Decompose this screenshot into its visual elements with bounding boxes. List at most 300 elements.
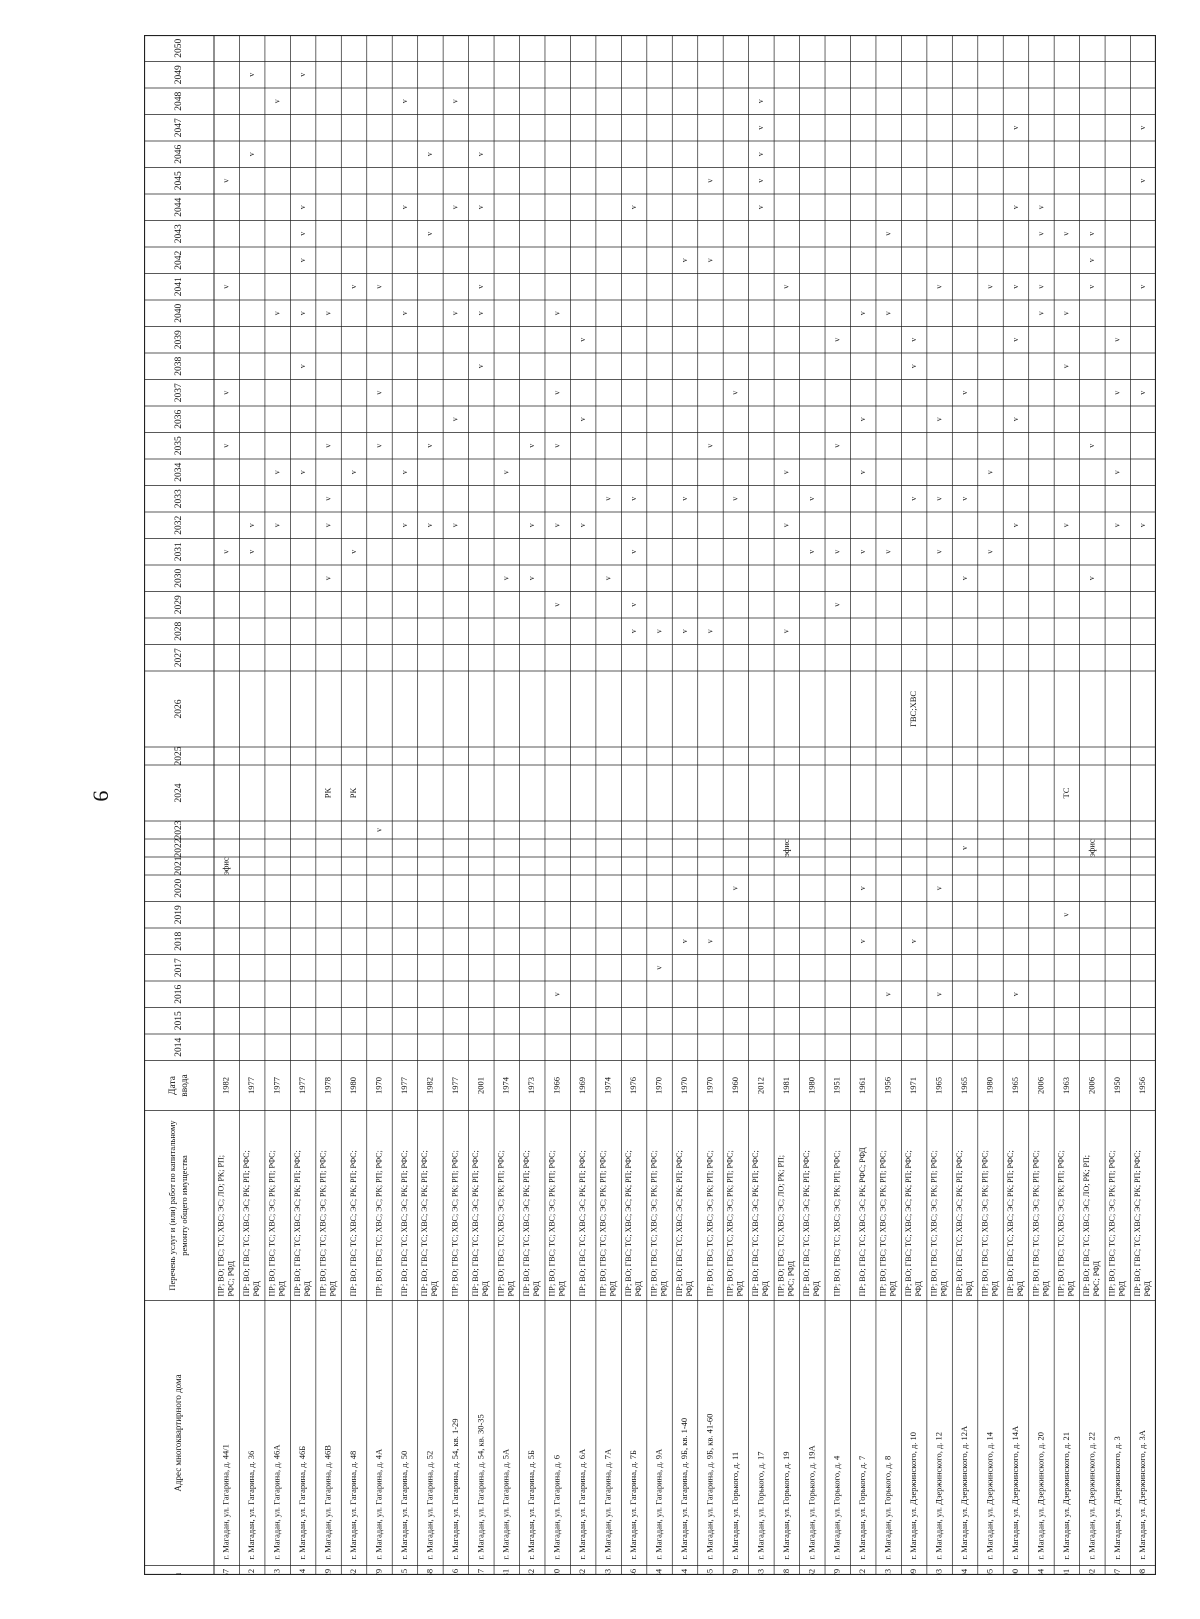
year-header-2023: 2023 [174, 820, 185, 840]
check-mark: v [1036, 231, 1046, 236]
check-mark: v [908, 496, 918, 501]
check-mark: v [272, 311, 282, 316]
row-address: г. Магадан, ул. Дзержинского, д. 12 [933, 1431, 944, 1560]
check-mark: v [552, 443, 562, 448]
row-works: ПР; ВО; ГВС; ТС; ХВС; ЭС; РК; РП; РФС; [598, 1150, 608, 1297]
table-row [1057, 232, 1076, 1575]
year-header-2030: 2030 [174, 568, 185, 588]
check-mark: v [730, 886, 740, 891]
row-id [424, 1569, 434, 1575]
row-id [934, 1569, 944, 1575]
table-row [1133, 126, 1152, 1575]
row-works: ПР; ВО; ГВС; ТС; ХВС; ЭС; РК; РП; РФС; [705, 1150, 715, 1297]
row-year: 1977 [297, 1077, 308, 1094]
row-works: РФС; РФД [786, 1260, 796, 1297]
check-mark: v [527, 523, 537, 528]
row-year: 2006 [1035, 1077, 1046, 1094]
year-header-2047: 2047 [174, 118, 185, 138]
row-address: г. Магадан, ул. Гагарина, д. 46Б [297, 1445, 308, 1560]
row-year: 1965 [959, 1077, 970, 1094]
check-mark: v [577, 523, 588, 528]
check-mark: v [1061, 311, 1071, 316]
check-mark: v [781, 523, 791, 528]
check-mark: v [450, 417, 460, 422]
row-works: ПР; ВО; ГВС; ТС; ХВС; ЭС; РК; РП; РФС; [348, 1150, 358, 1297]
row-id [603, 1569, 613, 1575]
check-mark: v [1036, 205, 1046, 210]
check-mark: v [934, 549, 944, 554]
year-header-2025: 2025 [174, 746, 185, 766]
page-number: 9 [88, 790, 114, 802]
check-mark: v [552, 602, 562, 607]
row-year: 1973 [526, 1077, 537, 1094]
check-mark: v [348, 284, 358, 289]
row-works: ПР; ВО; ГВС; ТС; ХВС; ЭС; РК; РП; РФС; [929, 1150, 939, 1297]
check-mark: v [476, 364, 486, 369]
row-works: ПР; ВО; ГВС; ТС; ХВС; ЭС; РК; РП; РФС; [725, 1150, 735, 1297]
check-mark: v [1061, 364, 1071, 369]
row-year: 1980 [806, 1077, 817, 1094]
check-mark: v [883, 992, 893, 997]
check-mark: v [527, 576, 537, 581]
row-address: г. Магадан, ул. Гагарина, д. 7А [602, 1448, 613, 1560]
check-mark: v [908, 337, 918, 342]
year-header-2039: 2039 [174, 330, 185, 350]
check-mark: v [628, 496, 638, 501]
table-row [598, 497, 617, 1575]
table-row [980, 285, 999, 1575]
year-header-2050: 2050 [174, 38, 185, 58]
row-works: РФД [812, 1281, 822, 1297]
check-mark: v [858, 939, 868, 944]
check-mark: v [399, 99, 409, 104]
row-id [1061, 1569, 1071, 1575]
row-id [246, 1569, 256, 1575]
check-mark: v [1138, 284, 1148, 289]
row-id [628, 1569, 638, 1575]
row-address: г. Магадан, ул. Гагарина, д. 54, кв. 30-35 [475, 1414, 486, 1560]
year-header-2043: 2043 [174, 224, 185, 244]
row-address: г. Магадан, ул. Гагарина, д. 4А [373, 1448, 384, 1560]
check-mark: v [705, 629, 715, 634]
check-mark: v [1112, 470, 1122, 475]
year-header-2042: 2042 [174, 250, 185, 270]
row-year: 1974 [602, 1077, 613, 1094]
check-mark: v [1112, 523, 1122, 528]
year-header-2040: 2040 [174, 303, 185, 323]
row-id [730, 1569, 740, 1575]
check-mark: v [934, 992, 944, 997]
row-address: г. Магадан, ул. Дзержинского, д. 14А [1009, 1425, 1020, 1560]
check-mark: v [1061, 231, 1071, 236]
table-row [1082, 232, 1101, 1575]
check-mark: v [552, 390, 562, 395]
check-mark: v [476, 152, 486, 157]
check-mark: v [221, 284, 231, 289]
work-note: эфис [220, 857, 231, 875]
check-mark: v [399, 470, 409, 475]
check-mark: v [934, 284, 944, 289]
check-mark: v [374, 443, 384, 448]
check-mark: v [247, 72, 257, 77]
row-id [1086, 1569, 1096, 1575]
row-year: 1970 [704, 1077, 715, 1094]
row-id [552, 1569, 562, 1575]
schedule-grid [144, 35, 1156, 1575]
check-mark: v [247, 152, 257, 157]
check-mark: v [297, 470, 307, 475]
check-mark: v [883, 231, 893, 236]
row-id [1112, 1569, 1122, 1575]
table-row [904, 338, 923, 1575]
table-row [497, 470, 516, 1575]
row-works: ПР; ВО; ГВС; ТС; ХВС; ЭС; РК; РП; РФС; [267, 1150, 277, 1297]
check-mark: v [832, 602, 842, 607]
year-header-2015: 2015 [174, 1011, 185, 1031]
row-works: ПР; ВО; ГВС; ТС; ХВС; ЭС; РК; РФС; РФД [858, 1147, 868, 1297]
check-mark: v [934, 417, 944, 422]
check-mark: v [603, 496, 613, 501]
row-year: 1965 [933, 1077, 944, 1094]
work-note: эфис [780, 839, 791, 857]
check-mark: v [221, 390, 231, 395]
check-mark: v [756, 152, 766, 157]
row-address: г. Магадан, ул. Дзержинского, д. 14 [984, 1431, 995, 1560]
row-works: ПР; ВО; ГВС; ТС; ХВС; ЭС; РК; РП; РФС; [980, 1150, 990, 1297]
check-mark: v [705, 178, 715, 183]
check-mark: v [705, 939, 715, 944]
work-note: эфис [1086, 839, 1097, 857]
check-mark: v [221, 549, 231, 554]
row-works: ПР; ВО; ГВС; ТС; ХВС; ЭС; РК; РП; РФС; [878, 1150, 888, 1297]
row-id [399, 1569, 409, 1575]
row-year: 1961 [857, 1077, 868, 1094]
row-address: г. Магадан, ул. Горького, д. 11 [729, 1451, 740, 1560]
works-header: ремонту общего имущества [178, 1155, 189, 1256]
row-works: РФД [608, 1281, 618, 1297]
row-address: г. Магадан, ул. Гагарина, д. 5Б [526, 1450, 537, 1560]
check-mark: v [527, 443, 537, 448]
check-mark: v [832, 549, 842, 554]
row-works: РФД [481, 1281, 491, 1297]
row-works: РФД [328, 1281, 338, 1297]
row-works: РФД [1015, 1281, 1025, 1297]
row-works: ПР; ВО; ГВС; ТС; ХВС; ЭС; РК; РП; РФС; [471, 1150, 481, 1297]
check-mark: v [425, 523, 435, 528]
check-mark: v [501, 470, 511, 475]
check-mark: v [221, 443, 231, 448]
row-id [704, 1569, 714, 1575]
row-address: г. Магадан, ул. Гагарина, д. 46В [322, 1445, 333, 1560]
check-mark: v [1112, 390, 1122, 395]
table-row [832, 338, 842, 1575]
table-row [399, 99, 409, 1575]
table-row [242, 73, 261, 1575]
row-address: г. Магадан, ул. Дзержинского, д. 3 [1111, 1436, 1122, 1560]
row-works: ПР; ВО; ГВС; ТС; ХВС; ЭС; РК; РП; РФС; [496, 1150, 506, 1297]
work-note: РК [347, 787, 358, 799]
year-header-2045: 2045 [174, 171, 185, 191]
check-mark: v [1138, 125, 1148, 130]
check-mark: v [247, 549, 257, 554]
row-id [781, 1569, 791, 1575]
row-works: РФД [1041, 1281, 1051, 1297]
row-id [577, 1569, 587, 1575]
row-works: ПР; ВО; ГВС; ТС; ХВС; ЭС; РК; РП; РФС; [420, 1150, 430, 1297]
check-mark: v [807, 496, 817, 501]
row-works: ПР; ВО; ГВС; ТС; ХВС; ЭС; РК; РП; РФС; [374, 1150, 384, 1297]
row-works: РФД [532, 1281, 542, 1297]
check-mark: v [221, 178, 231, 183]
capital-repair-schedule-table [144, 35, 1156, 1580]
check-mark: v [679, 258, 689, 263]
check-mark: v [1138, 390, 1148, 395]
check-mark: v [858, 886, 868, 891]
row-works: ПР; ВО; ГВС; ТС; ХВС; ЭС; ЛО; РК; РП; [216, 1155, 226, 1297]
row-works: РФД [1066, 1281, 1076, 1297]
year-header-2035: 2035 [174, 436, 185, 456]
check-mark: v [348, 470, 358, 475]
check-mark: v [603, 576, 613, 581]
row-works: РФД [633, 1281, 643, 1297]
check-mark: v [425, 231, 435, 236]
check-mark: v [959, 846, 969, 850]
row-year: 2012 [755, 1077, 766, 1094]
row-year: 1956 [882, 1077, 893, 1094]
check-mark: v [883, 311, 893, 316]
check-mark: v [705, 443, 715, 448]
check-mark: v [399, 523, 409, 528]
year-header-2034: 2034 [174, 462, 185, 482]
table-row [522, 444, 541, 1575]
row-id [1010, 1569, 1020, 1575]
table-row [577, 338, 587, 1575]
row-works: ПР; ВО; ГВС; ТС; ХВС; ЭС; РК; РП; РФС; [292, 1150, 302, 1297]
row-id [959, 1568, 969, 1575]
check-mark: v [552, 992, 562, 997]
check-mark: v [297, 205, 307, 210]
year-header-2036: 2036 [174, 409, 185, 429]
row-address: г. Магадан, ул. Дзержинского, д. 22 [1086, 1431, 1097, 1560]
row-year: 1977 [271, 1077, 282, 1094]
row-year: 2001 [475, 1077, 486, 1094]
table-row [267, 99, 286, 1575]
year-header-2044: 2044 [174, 197, 185, 217]
table-border [145, 36, 1156, 1575]
row-works: РФД [430, 1281, 440, 1297]
check-mark: v [628, 629, 638, 634]
row-works: ПР; ВО; ГВС; ТС; ХВС; ЭС; РК; РП; РФС; [1005, 1150, 1015, 1297]
work-note: ТС [1060, 787, 1071, 799]
year-header-2041: 2041 [174, 277, 185, 297]
check-mark: v [247, 523, 257, 528]
check-mark: v [297, 72, 307, 77]
check-mark: v [883, 549, 893, 554]
row-address: г. Магадан, ул. Горького, д. 17 [755, 1451, 766, 1560]
row-year: 1980 [984, 1077, 995, 1094]
check-mark: v [730, 496, 740, 501]
row-address: г. Магадан, ул. Дзержинского, д. 3А [1137, 1430, 1148, 1560]
row-works: РФД [761, 1281, 771, 1297]
check-mark: v [1087, 258, 1097, 263]
check-mark: v [1087, 284, 1097, 289]
year-header-2031: 2031 [174, 542, 185, 562]
check-mark: v [297, 258, 307, 263]
row-works: РФД [990, 1281, 1000, 1297]
check-mark: v [297, 311, 307, 316]
check-mark: v [756, 178, 766, 183]
check-mark: v [450, 523, 460, 528]
row-year: 1978 [322, 1077, 333, 1094]
work-note: ГВС;ХВС [908, 690, 919, 728]
row-works: ПР; ВО; ГВС; ТС; ХВС; ЭС; РК; РП; РФС; [674, 1150, 684, 1297]
row-works: ПР; ВО; ГВС; ТС; ХВС; ЭС; РК; РП; РФС; [577, 1150, 588, 1297]
row-works: РФД [1117, 1281, 1127, 1297]
row-address: г. Магадан, ул. Гагарина, д. 46А [271, 1444, 282, 1560]
table-row [348, 285, 358, 1575]
check-mark: v [1087, 576, 1097, 581]
check-mark: v [781, 470, 791, 475]
num-header [173, 1573, 183, 1575]
row-works: ПР; ВО; ГВС; ТС; ХВС; ЭС; РК; РП; РФС; [623, 1150, 633, 1297]
table-row [548, 311, 567, 1575]
row-works: ПР; ВО; ГВС; ТС; ХВС; ЭС; РК; РП; РФС; [547, 1150, 557, 1297]
check-mark: v [297, 364, 307, 369]
row-works: ПР; ВО; ГВС; ТС; ХВС; ЭС; РК; РП; РФС; [1031, 1150, 1041, 1297]
table-row [373, 285, 383, 1575]
year-header-2017: 2017 [174, 958, 185, 978]
table-row [420, 152, 439, 1575]
row-id [806, 1569, 816, 1575]
check-mark: v [628, 205, 638, 210]
row-works: ПР; ВО; ГВС; ТС; ХВС; ЭС; РК; РП; РФС; [802, 1150, 812, 1297]
check-mark: v [1010, 992, 1020, 997]
row-id [348, 1569, 358, 1575]
check-mark: v [832, 443, 842, 448]
row-id [501, 1569, 511, 1575]
check-mark: v [1036, 284, 1046, 289]
row-year: 1969 [577, 1077, 588, 1094]
check-mark: v [297, 231, 307, 236]
table-row [704, 179, 714, 1575]
row-address: г. Магадан, ул. Дзержинского, д. 21 [1060, 1431, 1071, 1560]
row-works: ПР; ВО; ГВС; ТС; ХВС; ЭС; РК; РП; РФС; [522, 1150, 532, 1297]
row-id [1035, 1568, 1045, 1575]
row-address: г. Магадан, ул. Гагарина, д. 54, кв. 1-29 [449, 1418, 460, 1560]
year-header-2024: 2024 [174, 783, 185, 803]
row-works: РФД [684, 1281, 694, 1297]
row-id [272, 1569, 282, 1575]
check-mark: v [908, 939, 918, 944]
check-mark: v [1138, 523, 1148, 528]
table-row [955, 391, 974, 1575]
year-header-2028: 2028 [174, 621, 185, 641]
check-mark: v [628, 549, 638, 554]
check-mark: v [1087, 443, 1097, 448]
check-mark: v [908, 364, 918, 369]
date-header: Дата [168, 1076, 179, 1095]
check-mark: v [858, 549, 868, 554]
check-mark: v [323, 311, 333, 316]
check-mark: v [959, 496, 969, 501]
check-mark: v [985, 549, 995, 554]
check-mark: v [323, 443, 333, 448]
check-mark: v [934, 886, 944, 891]
row-works: РФС; РФД [226, 1260, 236, 1297]
row-id [373, 1569, 383, 1575]
row-address: г. Магадан, ул. Дзержинского, д. 20 [1035, 1431, 1046, 1560]
check-mark: v [348, 549, 358, 554]
row-id [755, 1569, 765, 1575]
check-mark: v [679, 629, 689, 634]
table-row [675, 258, 694, 1575]
row-year: 1960 [729, 1077, 740, 1094]
check-mark: v [934, 496, 944, 501]
table-row [450, 99, 460, 1575]
year-header-2018: 2018 [174, 931, 185, 951]
table-row [777, 285, 796, 1575]
check-mark: v [858, 417, 868, 422]
row-works: РФД [939, 1281, 949, 1297]
row-year: 1976 [628, 1077, 639, 1094]
table-row [649, 629, 668, 1575]
row-works: РФД [277, 1281, 287, 1297]
row-year: 1956 [1137, 1077, 1148, 1094]
row-works: РФД [302, 1281, 312, 1297]
year-header-2016: 2016 [174, 984, 185, 1004]
row-year: 1963 [1060, 1077, 1071, 1094]
check-mark: v [679, 939, 689, 944]
check-mark: v [781, 629, 791, 634]
check-mark: v [450, 99, 460, 104]
check-mark: v [272, 470, 282, 475]
row-address: г. Магадан, ул. Горького, д. 7 [857, 1455, 868, 1560]
year-header-2014: 2014 [174, 1037, 185, 1057]
table-row [1108, 338, 1127, 1575]
row-year: 1977 [449, 1077, 460, 1094]
check-mark: v [654, 965, 664, 970]
row-address: г. Магадан, ул. Горького, д. 4 [831, 1455, 842, 1560]
row-year: 1950 [1111, 1077, 1122, 1094]
row-works: ПР; ВО; ГВС; ТС; ХВС; ЭС; РК; РП; РФС; [954, 1150, 964, 1297]
check-mark: v [832, 337, 842, 342]
row-works: ПР; ВО; ГВС; ТС; ХВС; ЭС; РК; РП; РФС; [242, 1150, 252, 1297]
check-mark: v [323, 576, 333, 581]
row-works: ПР; ВО; ГВС; ТС; ХВС; ЭС; ЛО; РК; РП; [776, 1155, 786, 1297]
check-mark: v [425, 152, 435, 157]
work-note: РК [322, 787, 333, 799]
row-works: РФД [252, 1281, 262, 1297]
check-mark: v [450, 205, 460, 210]
table-row [471, 152, 490, 1575]
check-mark: v [374, 828, 384, 832]
check-mark: v [679, 496, 689, 501]
row-id [526, 1569, 536, 1575]
year-header-2046: 2046 [174, 144, 185, 164]
check-mark: v [272, 523, 282, 528]
row-id [475, 1569, 485, 1575]
row-id [653, 1568, 663, 1575]
row-works: РФС; РФД [1092, 1260, 1102, 1297]
table-row [879, 232, 898, 1575]
check-mark: v [399, 205, 409, 210]
row-year: 1982 [220, 1077, 231, 1094]
check-mark: v [730, 390, 740, 395]
row-address: г. Магадан, ул. Горького, д. 19 [780, 1451, 791, 1560]
row-id [984, 1569, 994, 1575]
table-row [217, 179, 236, 1575]
check-mark: v [756, 205, 766, 210]
